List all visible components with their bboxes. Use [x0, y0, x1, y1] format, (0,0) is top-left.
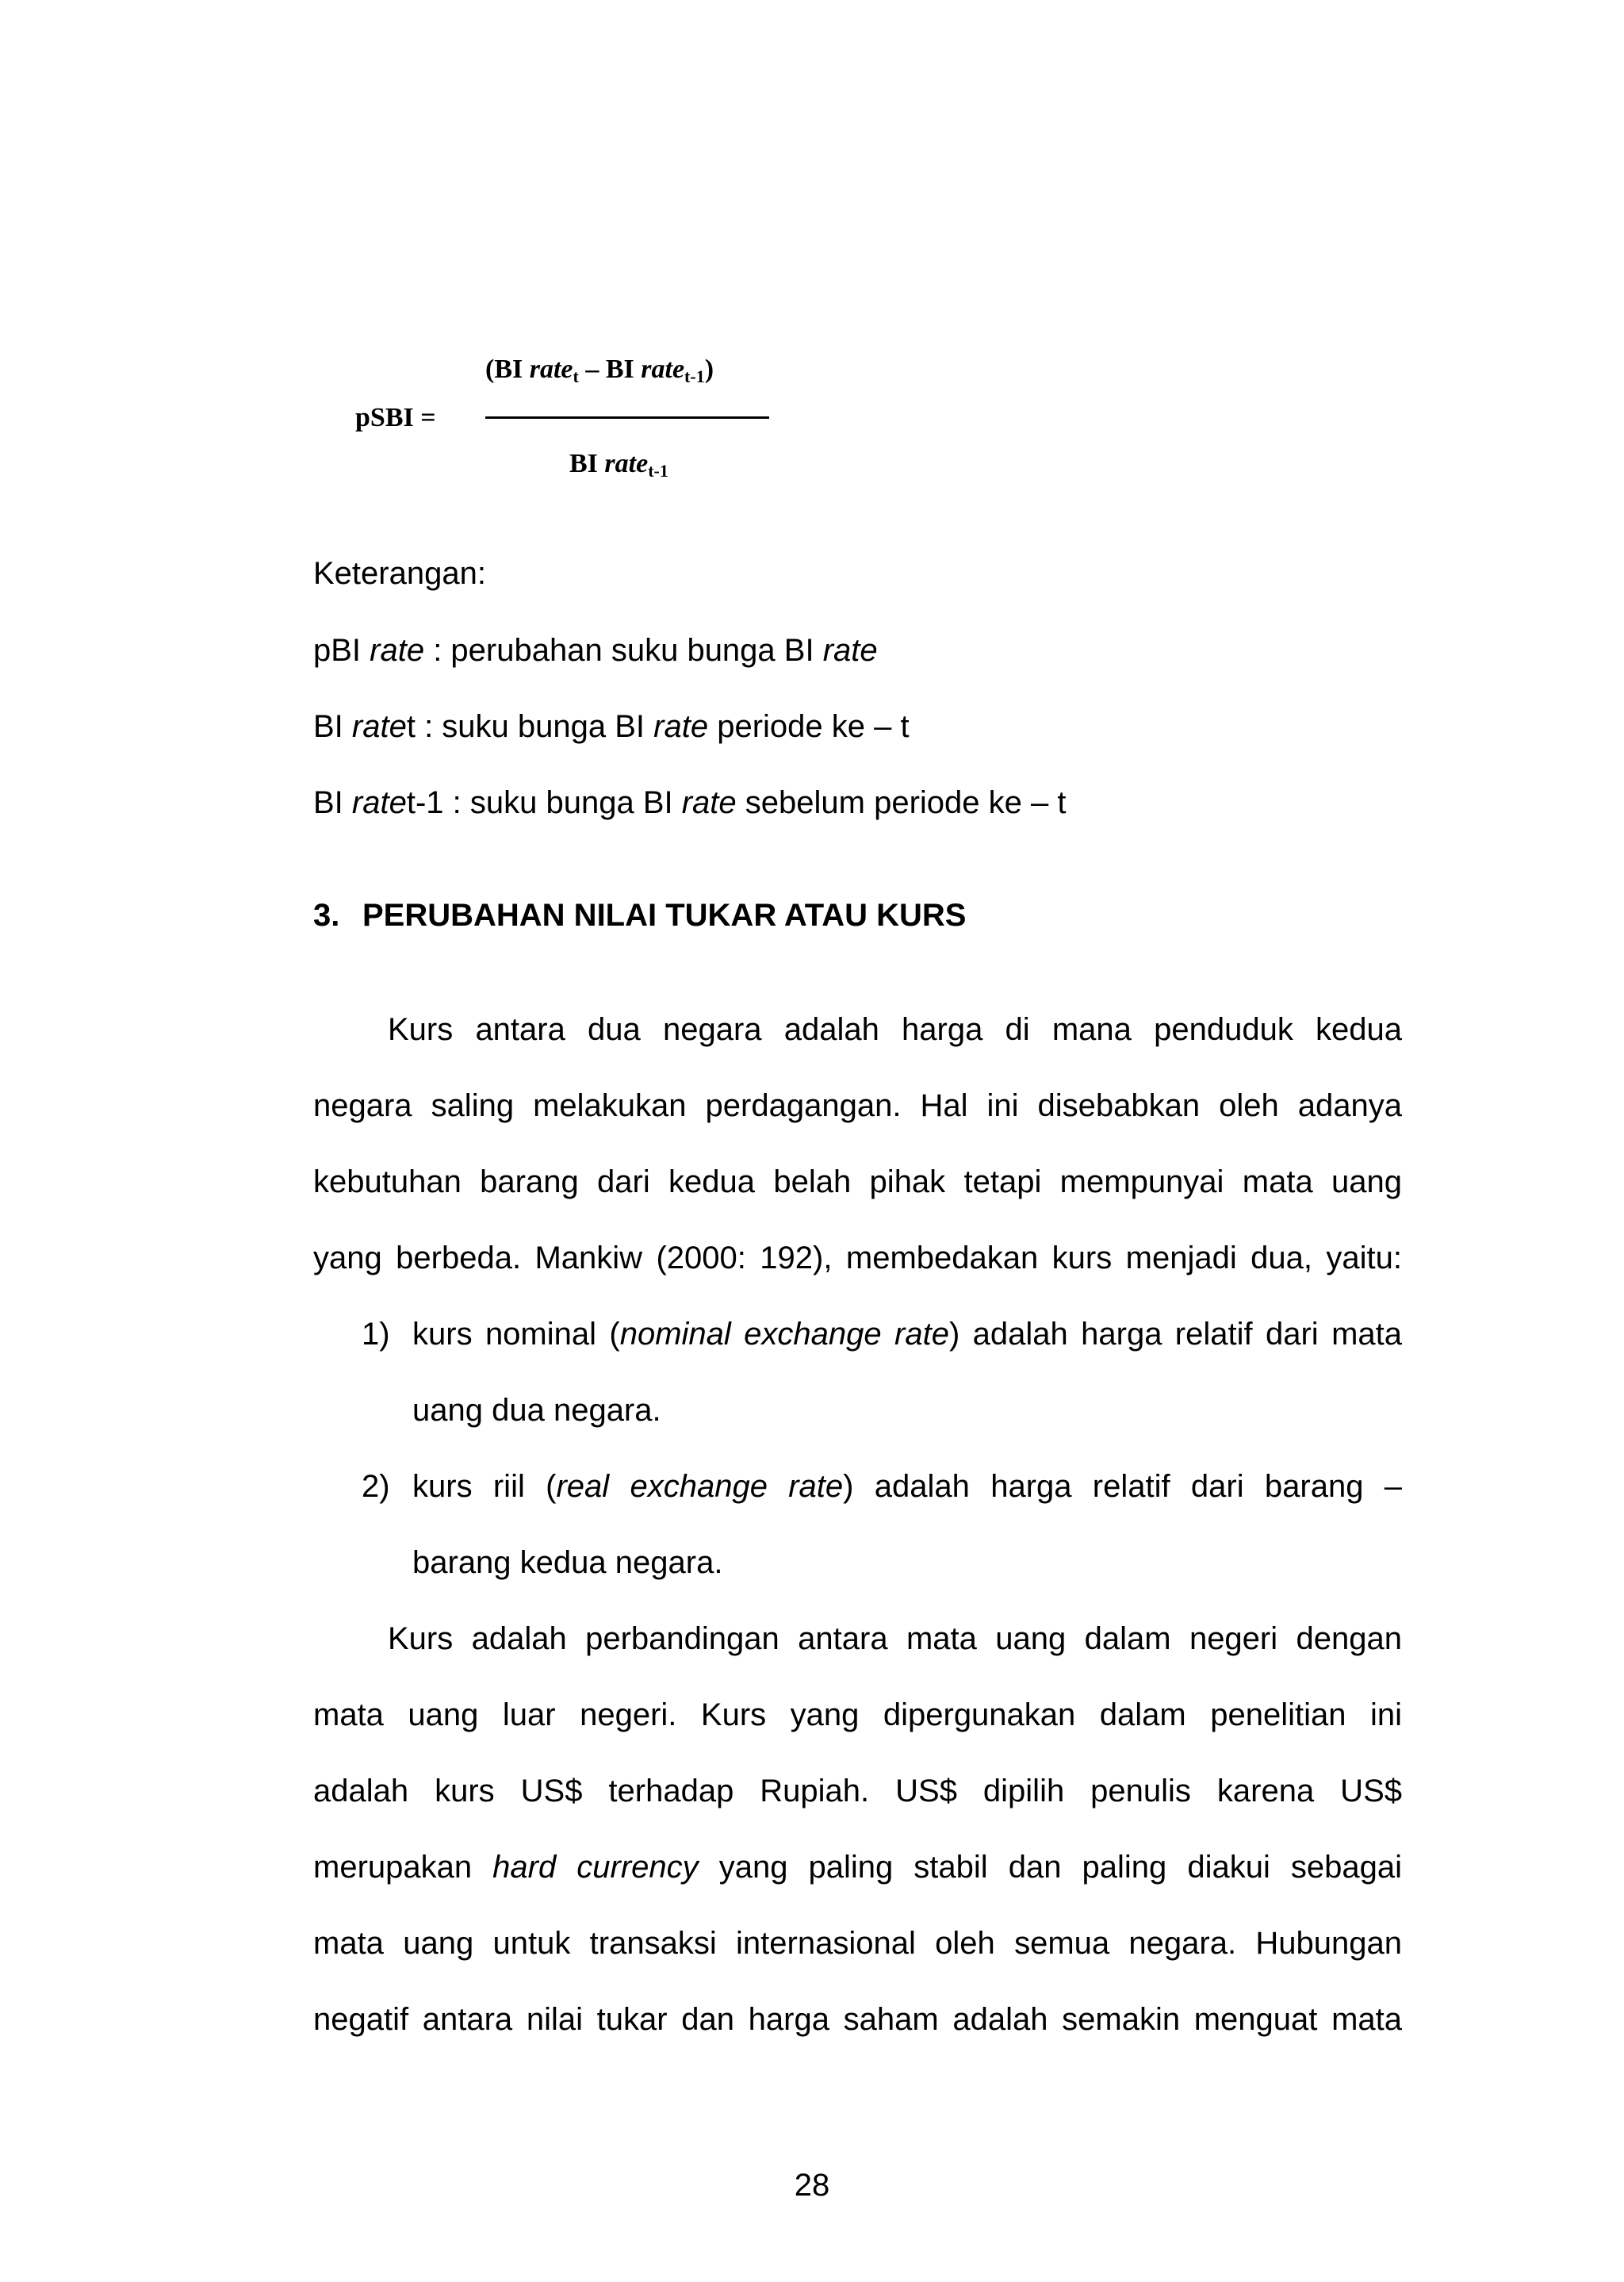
- list-text: kurs nominal (: [412, 1317, 620, 1352]
- formula-den-sub: t-1: [648, 461, 668, 481]
- kt-italic: rate: [822, 633, 878, 668]
- section-heading: [313, 896, 966, 934]
- formula-num-open: (BI: [485, 355, 530, 384]
- formula-numerator: [485, 355, 714, 387]
- kt-italic: rate: [351, 785, 407, 820]
- kt-text: periode ke – t: [708, 709, 910, 744]
- p2-italic: hard currency: [492, 1850, 699, 1885]
- list-item-2: [412, 1467, 1402, 1505]
- kt-text: BI: [313, 709, 352, 744]
- list-text: kurs riil (: [412, 1469, 557, 1504]
- formula-num-close: ): [704, 355, 714, 384]
- kt-text: BI: [313, 785, 352, 820]
- list-item-1: [412, 1315, 1402, 1353]
- keterangan-line-bi-rate-t: [313, 708, 910, 746]
- paragraph1-line: Kurs antara dua negara adalah harga di mana penduduk kedua: [388, 1012, 1402, 1047]
- keterangan-line-bi-rate-t-1: [313, 784, 1066, 822]
- formula-denominator: [569, 449, 668, 481]
- list-marker: 2): [362, 1469, 390, 1504]
- kt-text: : perubahan suku bunga BI: [424, 633, 823, 668]
- paragraph2-line: mata uang untuk transaksi internasional oleh semua negara. Hubungan: [313, 1926, 1402, 1961]
- list-marker: 1): [362, 1317, 390, 1352]
- list-item-1-cont: uang dua negara.: [412, 1393, 661, 1428]
- paragraph2-line: mata uang luar negeri. Kurs yang dipergunakan dalam penelitian ini: [313, 1697, 1402, 1732]
- paragraph2-line: Kurs adalah perbandingan antara mata uang dalam negeri dengan: [388, 1621, 1402, 1656]
- keterangan-line-pbi: [313, 631, 878, 669]
- formula-num-sub1: t: [573, 366, 579, 386]
- kt-text: t : suku bunga BI: [406, 709, 654, 744]
- list-item-2-cont: barang kedua negara.: [412, 1545, 723, 1580]
- kt-text: sebelum periode ke – t: [736, 785, 1067, 820]
- kt-text: pBI: [313, 633, 370, 668]
- paragraph2-line: negatif antara nilai tukar dan harga saham adalah semakin menguat mata: [313, 2002, 1402, 2037]
- section-title: PERUBAHAN NILAI TUKAR ATAU KURS: [362, 898, 967, 933]
- list-text: ) adalah harga relatif dari barang –: [843, 1469, 1403, 1504]
- section-number: 3.: [313, 898, 340, 933]
- paragraph1-line: yang berbeda. Mankiw (2000: 192), membedakan kurs menjadi dua, yaitu:: [313, 1241, 1402, 1275]
- p2-text: merupakan: [313, 1850, 493, 1885]
- formula-lhs: pSBI =: [355, 403, 436, 432]
- list-italic: nominal exchange rate: [619, 1317, 949, 1352]
- formula-num-mid: – BI: [578, 355, 642, 384]
- page-number: 28: [794, 2168, 830, 2203]
- fraction-bar: [485, 416, 769, 419]
- formula-num-rate2: rate: [641, 355, 685, 384]
- paragraph2-line: [313, 1848, 1402, 1886]
- kt-italic: rate: [370, 633, 425, 668]
- list-italic: real exchange rate: [556, 1469, 844, 1504]
- p2-text: yang paling stabil dan paling diakui sebagai: [698, 1850, 1403, 1885]
- kt-text: t-1 : suku bunga BI: [406, 785, 682, 820]
- formula-den-rate: rate: [604, 449, 649, 478]
- formula-den-bi: BI: [569, 449, 605, 478]
- kt-italic: rate: [351, 709, 407, 744]
- kt-italic: rate: [681, 785, 737, 820]
- keterangan-label: Keterangan:: [313, 556, 486, 591]
- kt-italic: rate: [653, 709, 709, 744]
- formula-num-rate1: rate: [529, 355, 573, 384]
- formula-num-sub2: t-1: [684, 366, 705, 386]
- paragraph1-line: negara saling melakukan perdagangan. Hal ini disebabkan oleh adanya: [313, 1088, 1402, 1123]
- list-text: ) adalah harga relatif dari mata: [948, 1317, 1402, 1352]
- paragraph2-line: adalah kurs US$ terhadap Rupiah. US$ dipilih penulis karena US$: [313, 1774, 1402, 1808]
- paragraph1-line: kebutuhan barang dari kedua belah pihak tetapi mempunyai mata uang: [313, 1164, 1402, 1199]
